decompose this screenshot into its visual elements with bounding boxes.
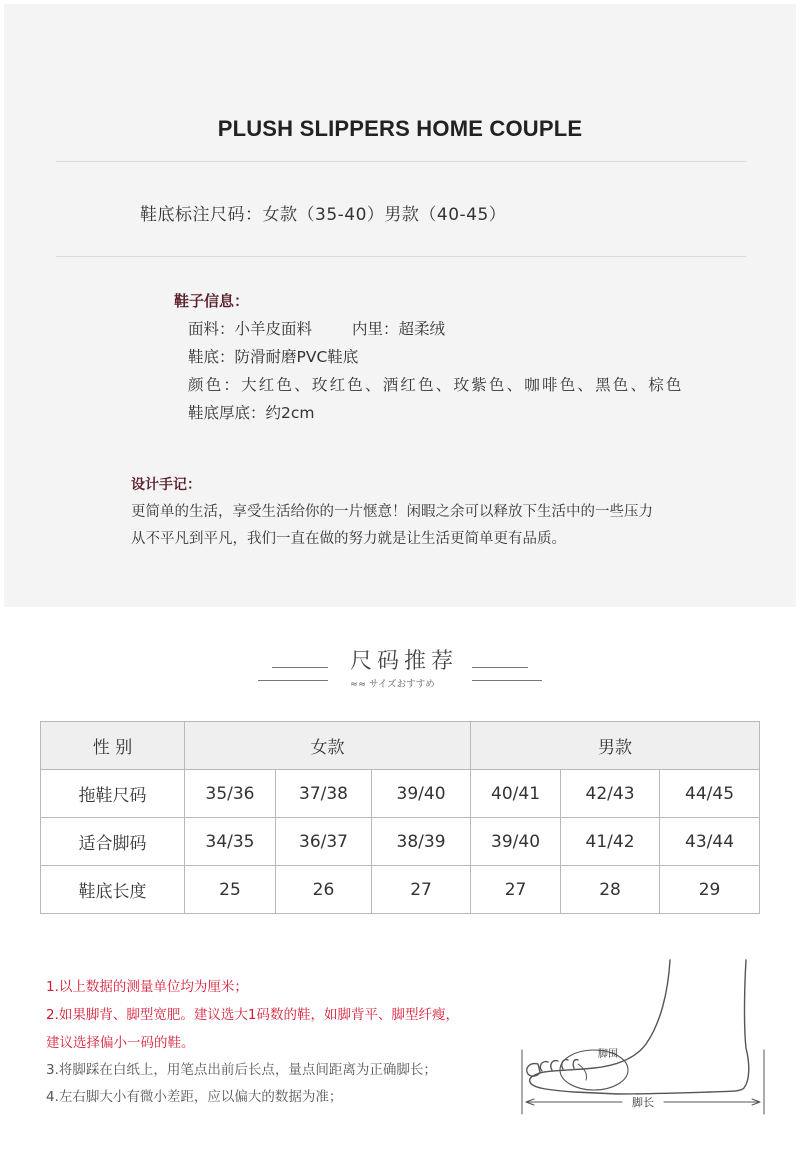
thickness-line: 鞋底厚底：约2cm bbox=[188, 404, 315, 422]
foot-diagram bbox=[518, 954, 770, 1118]
size-table bbox=[40, 721, 760, 914]
table-cell: 25 bbox=[185, 866, 276, 914]
girth-label: 脚围 bbox=[598, 1049, 618, 1060]
table-header-row bbox=[41, 722, 760, 770]
table-row bbox=[41, 770, 760, 818]
table-cell: 35/36 bbox=[185, 770, 276, 818]
note-1: 1.以上数据的测量单位均为厘米； bbox=[46, 979, 248, 995]
note-4: 4.左右脚大小有微小差距，应以偏大的数据为准； bbox=[46, 1089, 343, 1105]
table-cell: 36/37 bbox=[276, 818, 372, 866]
table-cell: 39/40 bbox=[372, 770, 471, 818]
product-title: PLUSH SLIPPERS HOME COUPLE bbox=[217, 116, 583, 141]
table-cell: 42/43 bbox=[561, 770, 660, 818]
gender-header: 性 别 bbox=[41, 722, 185, 770]
table-row bbox=[41, 818, 760, 866]
table-row bbox=[41, 866, 760, 914]
colors-line: 颜色：大红色、玫红色、酒红色、玫紫色、咖啡色、黑色、棕色 bbox=[188, 376, 684, 394]
size-recommend-subtitle: ≈≈ サイズおすすめ bbox=[350, 679, 435, 690]
table-cell: 37/38 bbox=[276, 770, 372, 818]
table-cell: 39/40 bbox=[471, 818, 561, 866]
note-2-continued: 建议选择偏小一码的鞋。 bbox=[46, 1035, 195, 1051]
table-cell: 44/45 bbox=[660, 770, 760, 818]
row-label: 鞋底长度 bbox=[41, 866, 185, 914]
table-cell: 41/42 bbox=[561, 818, 660, 866]
table-cell: 34/35 bbox=[185, 818, 276, 866]
shoe-info-heading: 鞋子信息： bbox=[174, 292, 250, 310]
size-label: 鞋底标注尺码：女款（35-40）男款（40-45） bbox=[140, 205, 507, 225]
lining-text: 内里：超柔绒 bbox=[352, 320, 446, 338]
note-2: 2.如果脚背、脚型宽肥。建议选大1码数的鞋，如脚背平、脚型纤瘦， bbox=[46, 1007, 459, 1023]
design-notes-line: 更简单的生活，享受生活给你的一片惬意！闲暇之余可以释放下生活中的一些压力 bbox=[131, 504, 653, 520]
table-cell: 26 bbox=[276, 866, 372, 914]
note-3: 3.将脚踩在白纸上，用笔点出前后长点，量点间距离为正确脚长； bbox=[46, 1062, 437, 1078]
table-cell: 29 bbox=[660, 866, 760, 914]
product-info-panel bbox=[4, 4, 796, 607]
table-cell: 43/44 bbox=[660, 818, 760, 866]
men-header: 男款 bbox=[471, 722, 760, 770]
women-header: 女款 bbox=[185, 722, 471, 770]
design-notes-line: 从不平凡到平凡，我们一直在做的努力就是让生活更简单更有品质。 bbox=[131, 531, 566, 547]
size-recommend-title: 尺码推荐 bbox=[350, 649, 459, 674]
divider bbox=[56, 161, 746, 162]
material-line bbox=[188, 317, 445, 339]
table-cell: 40/41 bbox=[471, 770, 561, 818]
table-cell: 28 bbox=[561, 866, 660, 914]
heading-deco-line bbox=[258, 680, 328, 681]
heading-deco-line bbox=[272, 667, 328, 668]
table-cell: 27 bbox=[372, 866, 471, 914]
sole-line: 鞋底：防滑耐磨PVC鞋底 bbox=[188, 348, 359, 366]
material-text: 面料：小羊皮面料 bbox=[188, 320, 313, 338]
divider bbox=[56, 256, 746, 257]
length-label: 脚长 bbox=[632, 1096, 654, 1109]
row-label: 适合脚码 bbox=[41, 818, 185, 866]
design-notes-heading: 设计手记： bbox=[131, 477, 201, 493]
table-cell: 38/39 bbox=[372, 818, 471, 866]
heading-deco-line bbox=[472, 667, 528, 668]
heading-deco-line bbox=[472, 680, 542, 681]
table-cell: 27 bbox=[471, 866, 561, 914]
row-label: 拖鞋尺码 bbox=[41, 770, 185, 818]
